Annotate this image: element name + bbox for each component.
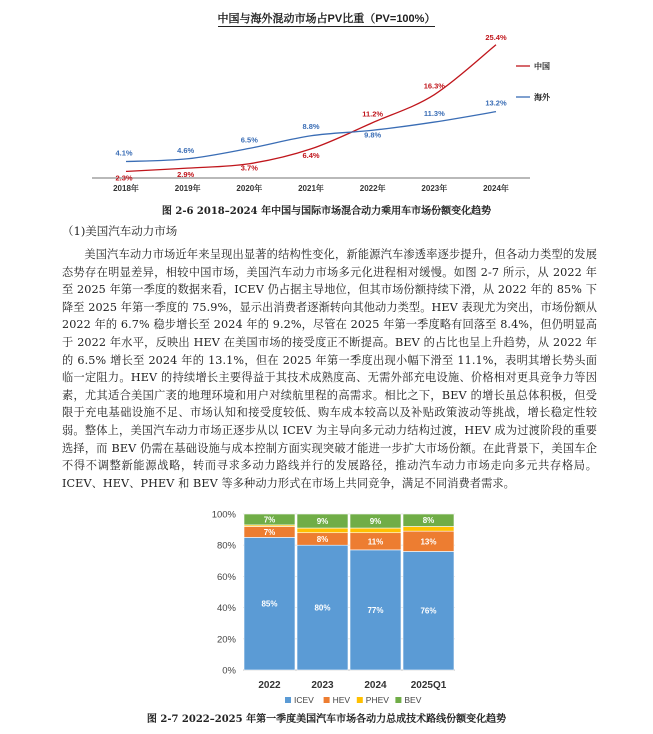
x-tick-label: 2025Q1 [410, 680, 447, 691]
data-label: 4.6% [177, 145, 195, 155]
data-label: 4.1% [115, 148, 133, 158]
y-tick-label: 20% [216, 634, 236, 646]
x-tick-label: 2022年 [359, 184, 386, 193]
bar-label: 9% [316, 517, 329, 527]
data-label: 6.5% [240, 135, 258, 145]
legend-swatch [324, 697, 330, 703]
data-label: 11.2% [362, 109, 384, 119]
x-tick-label: 2020年 [236, 184, 263, 193]
data-label: 2.9% [177, 170, 195, 180]
bar-label: 13% [420, 537, 437, 547]
y-tick-label: 40% [216, 603, 236, 615]
bar-label: 76% [420, 606, 437, 616]
bar-label: 85% [261, 599, 278, 609]
x-tick-label: 2023 [311, 680, 334, 691]
bar-label: 8% [316, 534, 329, 544]
bar-segment-PHEV [350, 528, 401, 533]
data-label: 6.4% [302, 150, 320, 160]
y-tick-label: 60% [216, 571, 236, 583]
figure2-stacked-bar-chart [0, 505, 653, 708]
legend-label: HEV [332, 695, 351, 705]
figure1-title [0, 10, 653, 26]
bar-label: 80% [314, 603, 331, 613]
bar-label: 7% [263, 527, 276, 537]
bar-label: 9% [369, 517, 382, 527]
data-label: 3.7% [240, 163, 258, 173]
data-label: 2.3% [115, 173, 133, 183]
data-label: 13.2% [485, 98, 507, 108]
legend-label: ICEV [294, 695, 314, 705]
legend-swatch [395, 697, 401, 703]
bar-segment-PHEV [297, 528, 348, 533]
x-tick-label: 2018年 [113, 184, 139, 193]
bar-label: 7% [263, 515, 276, 525]
figure1-caption: 图 2-6 2018–2024 年中国与国际市场混合动力乘用车市场份额变化趋势 [161, 206, 492, 217]
figure2-caption: 图 2-7 2022–2025 年第一季度美国汽车市场各动力总成技术路线份额变化趋势 [146, 714, 507, 725]
y-tick-label: 100% [211, 509, 236, 521]
legend-label: 海外 [534, 93, 550, 102]
x-tick-label: 2019年 [174, 184, 201, 193]
legend-swatch [285, 697, 291, 703]
x-tick-label: 2021年 [298, 184, 324, 193]
bar-label: 77% [367, 605, 384, 615]
y-tick-label: 0% [222, 665, 236, 677]
legend-swatch [357, 697, 363, 703]
y-tick-label: 80% [216, 540, 236, 552]
x-tick-label: 2024 [364, 680, 387, 691]
legend-label: BEV [404, 695, 422, 705]
data-label: 9.8% [364, 130, 382, 140]
data-label: 11.3% [423, 109, 445, 119]
x-tick-label: 2023年 [421, 184, 448, 193]
data-label: 25.4% [485, 32, 507, 42]
legend-label: PHEV [365, 695, 389, 705]
x-tick-label: 2022 [258, 680, 281, 691]
x-tick-label: 2024年 [483, 184, 509, 193]
section-heading: （1)美国汽车动力市场 [62, 224, 178, 238]
data-label: 8.8% [302, 121, 320, 131]
bar-segment-PHEV [403, 526, 454, 531]
bar-label: 8% [422, 516, 435, 526]
figure1-title-text: 中国与海外混动市场占PV比重（PV=100%） [217, 13, 436, 25]
legend-label: 中国 [534, 62, 550, 71]
data-label: 16.3% [423, 81, 445, 91]
bar-label: 11% [367, 537, 384, 547]
figure1-line-chart [0, 26, 653, 198]
body-paragraph: 美国汽车动力市场近年来呈现出显著的结构性变化，新能源汽车渗透率逐步提升，但各动力类型的发展态势存在明显差异，相较中国市场，美国汽车动力市场多元化进程相对缓慢。如图 2-7 所示，从 2022 年至 2025 年第一季度的数据来看，ICEV 仍占据主导地位，但其市场份额持续下滑，从 2022 年的 85% 下降至 2025 年第一季度的 75.9%，显示出消费者逐渐转向其他动力类型。HEV 表现尤为突出，市场份额从 2022 年的 6.7% 稳步增长至 2024 年的 9.2%，尽管在 2025 年第一季度略有回落至 8.4%，但仍明显高于 2022 年水平，反映出 HEV 在美国市场的接受度正不断提高。BEV 的占比也呈上升趋势，从 2022 年的 6.5% 增长至 2024 年的 13.1%，但在 2025 年第一季度出现小幅下滑至 11.1%，表明其增长势头面临一定阻力。HEV 的持续增长主要得益于其技术成熟度高、无需外部充电设施、价格相对更具竞争力等因素，尤其适合美国广袤的地理环境和用户对续航里程的高需求。相比之下，BEV 的增长虽总体积极，但受限于充电基础设施不足、市场认知和接受度较低、购车成本较高以及补贴政策波动等挑战，增长稳定性较弱。整体上，美国汽车动力市场正逐步从以 ICEV 为主导向多元动力结构过渡，HEV 成为过渡阶段的重要选择，而 BEV 仍需在基础设施与成本控制方面实现突破才能进一步扩大市场份额。在此背景下，美国车企不得不调整新能源战略，转而寻求多动力路线并行的发展路径，推动汽车动力市场走向多元共存格局。ICEV、HEV、PHEV 和 BEV 等多种动力形式在市场上共同竞争，满足不同消费者需求。 [62, 248, 597, 490]
